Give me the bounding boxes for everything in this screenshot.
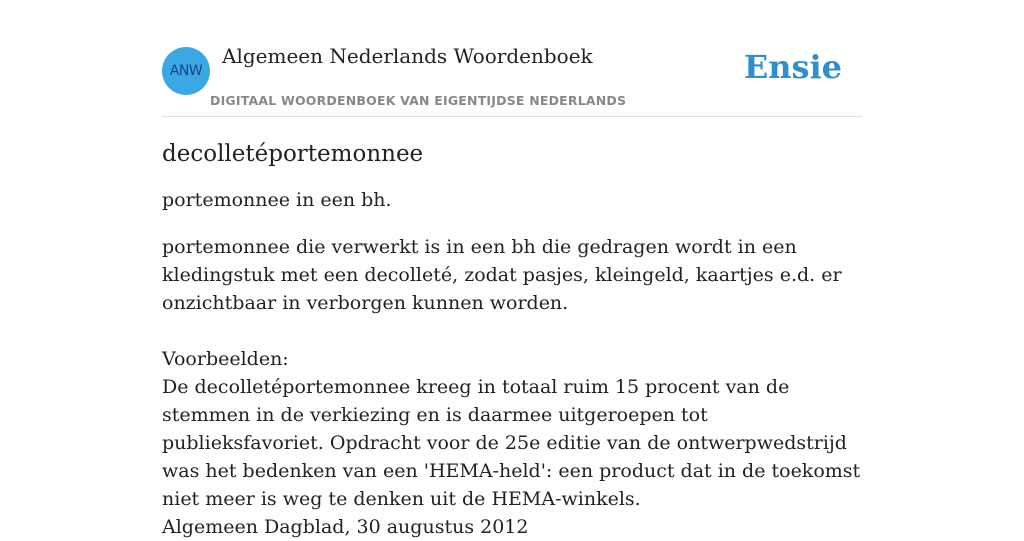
short-definition: portemonnee in een bh.: [162, 189, 392, 211]
long-definition: portemonnee die verwerkt is in een bh die gedragen wordt in een kledingstuk met een decolleté, zodat pasjes, kleingeld, kaartjes e.d. er onzichtbaar in verborgen kunnen worden.: [162, 236, 842, 314]
ensie-brand-logo[interactable]: Ensie: [743, 48, 842, 86]
site-subtitle: DIGITAAL WOORDENBOEK VAN EIGENTIJDSE NEDERLANDS: [210, 93, 627, 108]
examples-label: Voorbeelden:: [162, 348, 289, 370]
logo-text: ANW: [169, 63, 203, 79]
spacer: [162, 317, 862, 345]
example-text: De decolletéportemonnee kreeg in totaal ruim 15 procent van de stemmen in de verkiezing en is daarmee uitgeroepen tot publieksfavoriet. Opdracht voor de 25e editie van de ontwerpwedstrijd was het bedenken van een 'HEMA-held': een product dat in de toekomst niet meer is weg te denken uit de HEMA-winkels.: [162, 376, 861, 510]
example-source: Algemeen Dagblad, 30 augustus 2012: [162, 516, 529, 538]
entry-content: [162, 138, 862, 541]
entry-headword: decolletéportemonnee: [162, 141, 424, 167]
anw-logo[interactable]: [162, 47, 210, 95]
site-title[interactable]: Algemeen Nederlands Woordenboek: [222, 44, 593, 68]
site-header: [162, 0, 862, 117]
